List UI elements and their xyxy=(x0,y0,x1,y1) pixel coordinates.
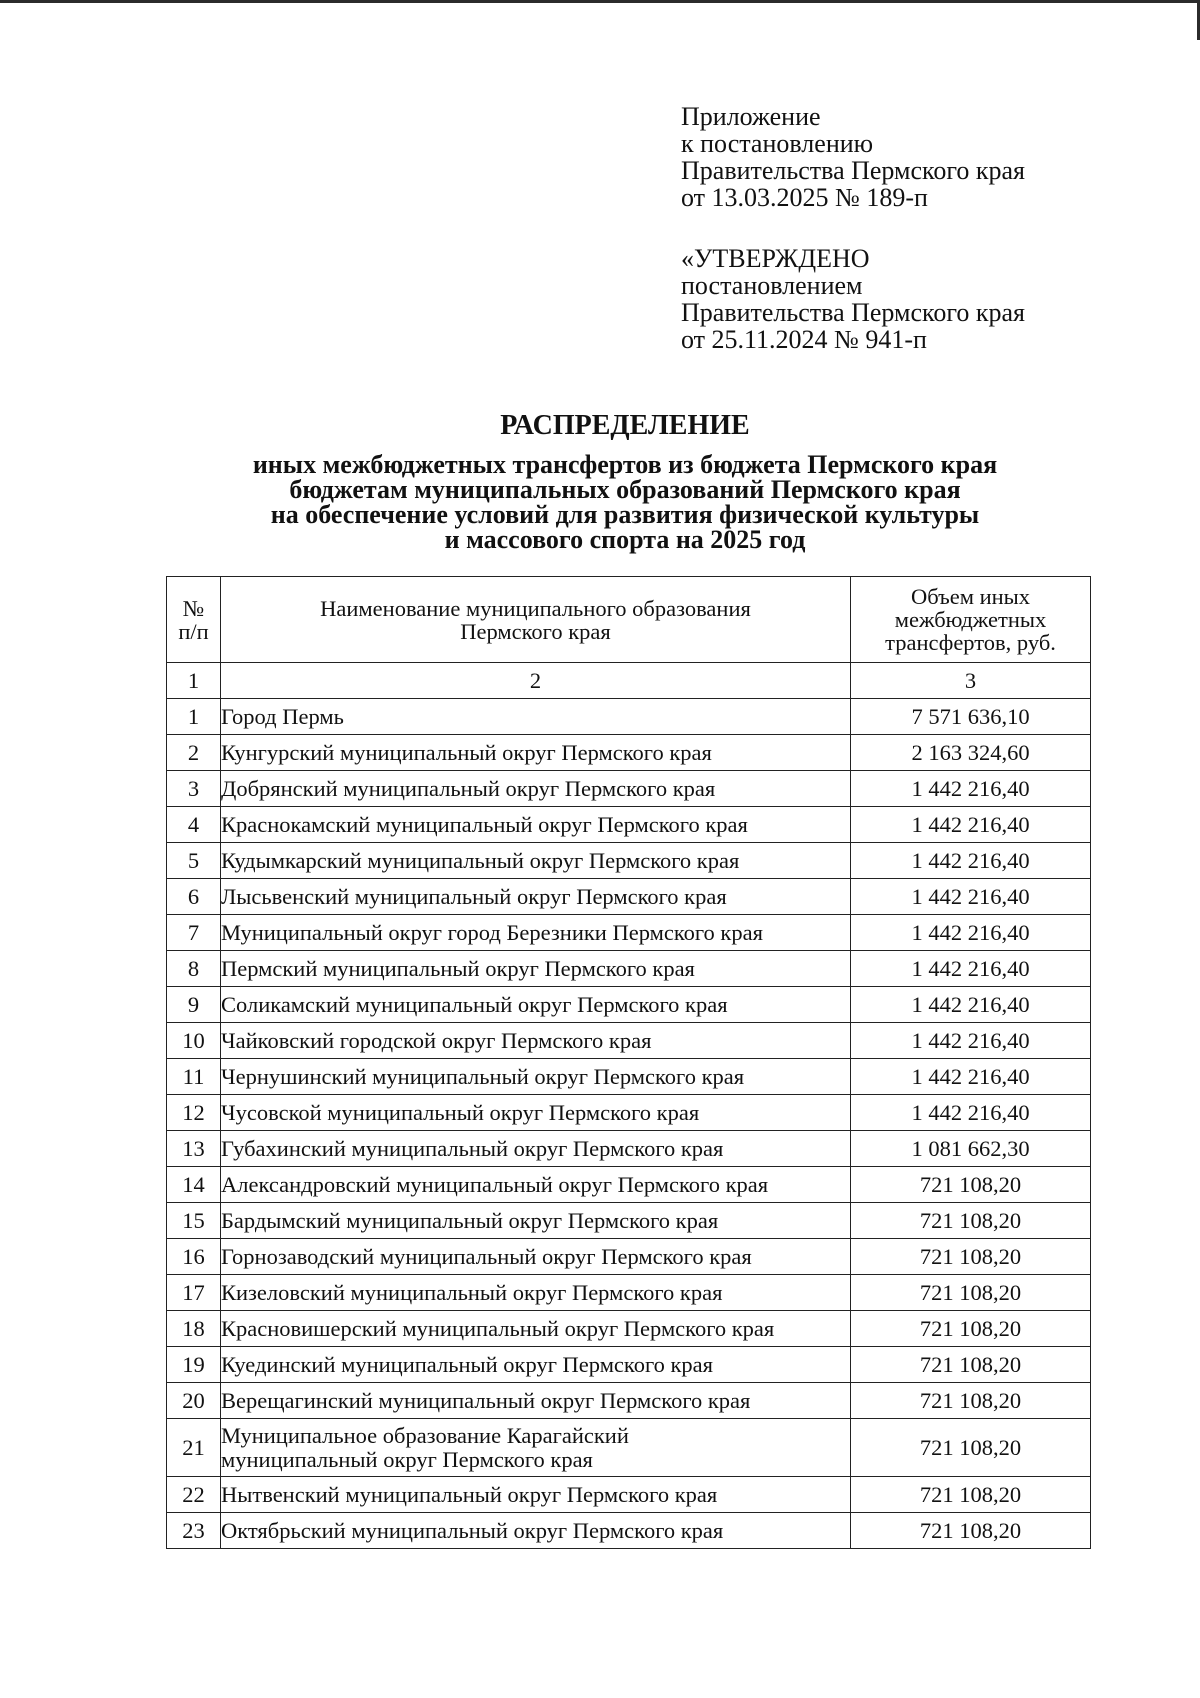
appendix-line: Приложение xyxy=(681,102,821,131)
transfer-amount: 1 442 216,40 xyxy=(851,1059,1091,1095)
transfer-amount: 721 108,20 xyxy=(851,1383,1091,1419)
subtitle-line: бюджетам муниципальных образований Пермского края xyxy=(289,475,961,504)
row-number: 20 xyxy=(167,1383,221,1419)
municipality-name xyxy=(221,1023,851,1059)
row-number: 16 xyxy=(167,1239,221,1275)
header-line: Пермского края xyxy=(460,618,611,644)
transfer-amount: 1 442 216,40 xyxy=(851,987,1091,1023)
column-number-row xyxy=(167,663,1091,699)
municipality-name-line: Октябрьский муниципальный округ Пермского края xyxy=(221,1517,724,1543)
transfer-amount: 1 442 216,40 xyxy=(851,771,1091,807)
row-number: 4 xyxy=(167,807,221,843)
transfer-amount: 1 442 216,40 xyxy=(851,915,1091,951)
header-name xyxy=(221,577,851,663)
municipality-name-line: Чернушинский муниципальный округ Пермского края xyxy=(221,1063,745,1089)
row-number: 19 xyxy=(167,1347,221,1383)
allocation-table xyxy=(166,576,1091,1549)
municipality-name xyxy=(221,1513,851,1549)
transfer-amount: 1 442 216,40 xyxy=(851,879,1091,915)
municipality-name xyxy=(221,735,851,771)
row-number: 12 xyxy=(167,1095,221,1131)
municipality-name-line: Верещагинский муниципальный округ Пермского края xyxy=(221,1387,751,1413)
municipality-name-line: Куединский муниципальный округ Пермского края xyxy=(221,1351,714,1377)
table-row xyxy=(167,843,1091,879)
table-row xyxy=(167,1239,1091,1275)
municipality-name xyxy=(221,1239,851,1275)
transfer-amount: 721 108,20 xyxy=(851,1275,1091,1311)
row-number: 2 xyxy=(167,735,221,771)
table-row xyxy=(167,807,1091,843)
municipality-name xyxy=(221,771,851,807)
header-line: межбюджетных xyxy=(894,607,1047,632)
table-row xyxy=(167,915,1091,951)
table-row xyxy=(167,1477,1091,1513)
header-line: Объем иных xyxy=(910,584,1031,609)
municipality-name xyxy=(221,1059,851,1095)
municipality-name-line: Губахинский муниципальный округ Пермского края xyxy=(221,1135,724,1161)
municipality-name-line: Лысьвенский муниципальный округ Пермского края xyxy=(221,883,727,909)
header-amount xyxy=(851,577,1091,663)
row-number: 15 xyxy=(167,1203,221,1239)
approved-block xyxy=(681,245,1025,353)
transfer-amount: 721 108,20 xyxy=(851,1167,1091,1203)
column-number: 3 xyxy=(851,663,1091,699)
transfer-amount: 721 108,20 xyxy=(851,1311,1091,1347)
municipality-name xyxy=(221,699,851,735)
approved-line: «УТВЕРЖДЕНО xyxy=(681,244,870,273)
row-number: 5 xyxy=(167,843,221,879)
transfer-amount: 721 108,20 xyxy=(851,1347,1091,1383)
municipality-name-line: Добрянский муниципальный округ Пермского края xyxy=(221,775,716,801)
municipality-name-line: Чусовской муниципальный округ Пермского края xyxy=(221,1099,700,1125)
municipality-name-line: Бардымский муниципальный округ Пермского края xyxy=(221,1207,719,1233)
subtitle-line: иных межбюджетных трансфертов из бюджета Пермского края xyxy=(252,450,998,479)
municipality-name xyxy=(221,1347,851,1383)
municipality-name-line: Пермский муниципальный округ Пермского края xyxy=(221,955,695,981)
approved-line: Правительства Пермского края xyxy=(681,298,1025,327)
municipality-name-line: Кудымкарский муниципальный округ Пермского края xyxy=(221,847,740,873)
row-number: 3 xyxy=(167,771,221,807)
municipality-name-line: Город Пермь xyxy=(221,703,344,729)
table-row xyxy=(167,1419,1091,1477)
municipality-name-line: Чайковский городской округ Пермского края xyxy=(221,1027,652,1053)
municipality-name xyxy=(221,1383,851,1419)
table-row xyxy=(167,1383,1091,1419)
transfer-amount: 721 108,20 xyxy=(851,1203,1091,1239)
table-row xyxy=(167,699,1091,735)
municipality-name xyxy=(221,879,851,915)
transfer-amount: 7 571 636,10 xyxy=(851,699,1091,735)
table-row xyxy=(167,1347,1091,1383)
municipality-name-line: Красновишерский муниципальный округ Пермского края xyxy=(221,1315,775,1341)
table-body xyxy=(167,699,1091,1549)
row-number: 11 xyxy=(167,1059,221,1095)
transfer-amount: 721 108,20 xyxy=(851,1513,1091,1549)
municipality-name xyxy=(221,807,851,843)
table-row xyxy=(167,1167,1091,1203)
table-row xyxy=(167,1513,1091,1549)
document-subtitle xyxy=(0,452,1200,552)
row-number: 17 xyxy=(167,1275,221,1311)
column-number: 2 xyxy=(221,663,851,699)
municipality-name xyxy=(221,1095,851,1131)
appendix-block xyxy=(681,103,1025,211)
approved-line: постановлением xyxy=(681,271,863,300)
transfer-amount: 1 442 216,40 xyxy=(851,1023,1091,1059)
row-number: 7 xyxy=(167,915,221,951)
table-row xyxy=(167,1131,1091,1167)
municipality-name xyxy=(221,1275,851,1311)
transfer-amount: 1 442 216,40 xyxy=(851,951,1091,987)
transfer-amount: 721 108,20 xyxy=(851,1419,1091,1477)
row-number: 13 xyxy=(167,1131,221,1167)
scan-edge-top xyxy=(0,0,1200,3)
municipality-name xyxy=(221,1419,851,1477)
municipality-name xyxy=(221,843,851,879)
document-title: РАСПРЕДЕЛЕНИЕ xyxy=(500,410,750,441)
header-line: п/п xyxy=(178,618,209,644)
table-row xyxy=(167,735,1091,771)
municipality-name-line: Муниципальный округ город Березники Пермского края xyxy=(221,919,763,945)
header-number xyxy=(167,577,221,663)
row-number: 8 xyxy=(167,951,221,987)
transfer-amount: 1 081 662,30 xyxy=(851,1131,1091,1167)
header-line: трансфертов, руб. xyxy=(885,630,1056,655)
row-number: 14 xyxy=(167,1167,221,1203)
table-row xyxy=(167,1059,1091,1095)
municipality-name xyxy=(221,1131,851,1167)
municipality-name-line: Кунгурский муниципальный округ Пермского края xyxy=(221,739,712,765)
row-number: 21 xyxy=(167,1419,221,1477)
subtitle-line: на обеспечение условий для развития физической культуры xyxy=(270,500,980,529)
row-number: 22 xyxy=(167,1477,221,1513)
municipality-name xyxy=(221,1167,851,1203)
subtitle-line: и массового спорта на 2025 год xyxy=(444,525,806,554)
appendix-line: Правительства Пермского края xyxy=(681,156,1025,185)
appendix-line: от 13.03.2025 № 189-п xyxy=(681,183,928,212)
table-row xyxy=(167,771,1091,807)
table-row xyxy=(167,1095,1091,1131)
appendix-line: к постановлению xyxy=(681,129,874,158)
approved-line: от 25.11.2024 № 941-п xyxy=(681,325,927,354)
municipality-name-line: Кизеловский муниципальный округ Пермского края xyxy=(221,1279,723,1305)
table-row xyxy=(167,879,1091,915)
transfer-amount: 2 163 324,60 xyxy=(851,735,1091,771)
row-number: 10 xyxy=(167,1023,221,1059)
municipality-name-line: Краснокамский муниципальный округ Пермского края xyxy=(221,811,748,837)
municipality-name-line: Александровский муниципальный округ Пермского края xyxy=(221,1171,769,1197)
municipality-name xyxy=(221,1477,851,1513)
municipality-name xyxy=(221,951,851,987)
row-number: 18 xyxy=(167,1311,221,1347)
municipality-name-line: Соликамский муниципальный округ Пермского края xyxy=(221,991,728,1017)
transfer-amount: 721 108,20 xyxy=(851,1477,1091,1513)
row-number: 23 xyxy=(167,1513,221,1549)
transfer-amount: 1 442 216,40 xyxy=(851,843,1091,879)
municipality-name-line: муниципальный округ Пермского края xyxy=(221,1446,593,1472)
transfer-amount: 721 108,20 xyxy=(851,1239,1091,1275)
municipality-name xyxy=(221,987,851,1023)
row-number: 6 xyxy=(167,879,221,915)
table-row xyxy=(167,951,1091,987)
table-row xyxy=(167,987,1091,1023)
table-row xyxy=(167,1023,1091,1059)
table-header-row xyxy=(167,577,1091,663)
municipality-name xyxy=(221,1203,851,1239)
table-row xyxy=(167,1203,1091,1239)
municipality-name-line: Муниципальное образование Карагайский xyxy=(221,1422,629,1448)
column-number: 1 xyxy=(167,663,221,699)
transfer-amount: 1 442 216,40 xyxy=(851,1095,1091,1131)
row-number: 9 xyxy=(167,987,221,1023)
transfer-amount: 1 442 216,40 xyxy=(851,807,1091,843)
municipality-name-line: Горнозаводский муниципальный округ Пермского края xyxy=(221,1243,752,1269)
row-number: 1 xyxy=(167,699,221,735)
municipality-name-line: Нытвенский муниципальный округ Пермского края xyxy=(221,1481,718,1507)
municipality-name xyxy=(221,1311,851,1347)
table-row xyxy=(167,1311,1091,1347)
table-row xyxy=(167,1275,1091,1311)
header-line: № xyxy=(182,595,205,621)
header-line: Наименование муниципального образования xyxy=(320,595,751,621)
municipality-name xyxy=(221,915,851,951)
